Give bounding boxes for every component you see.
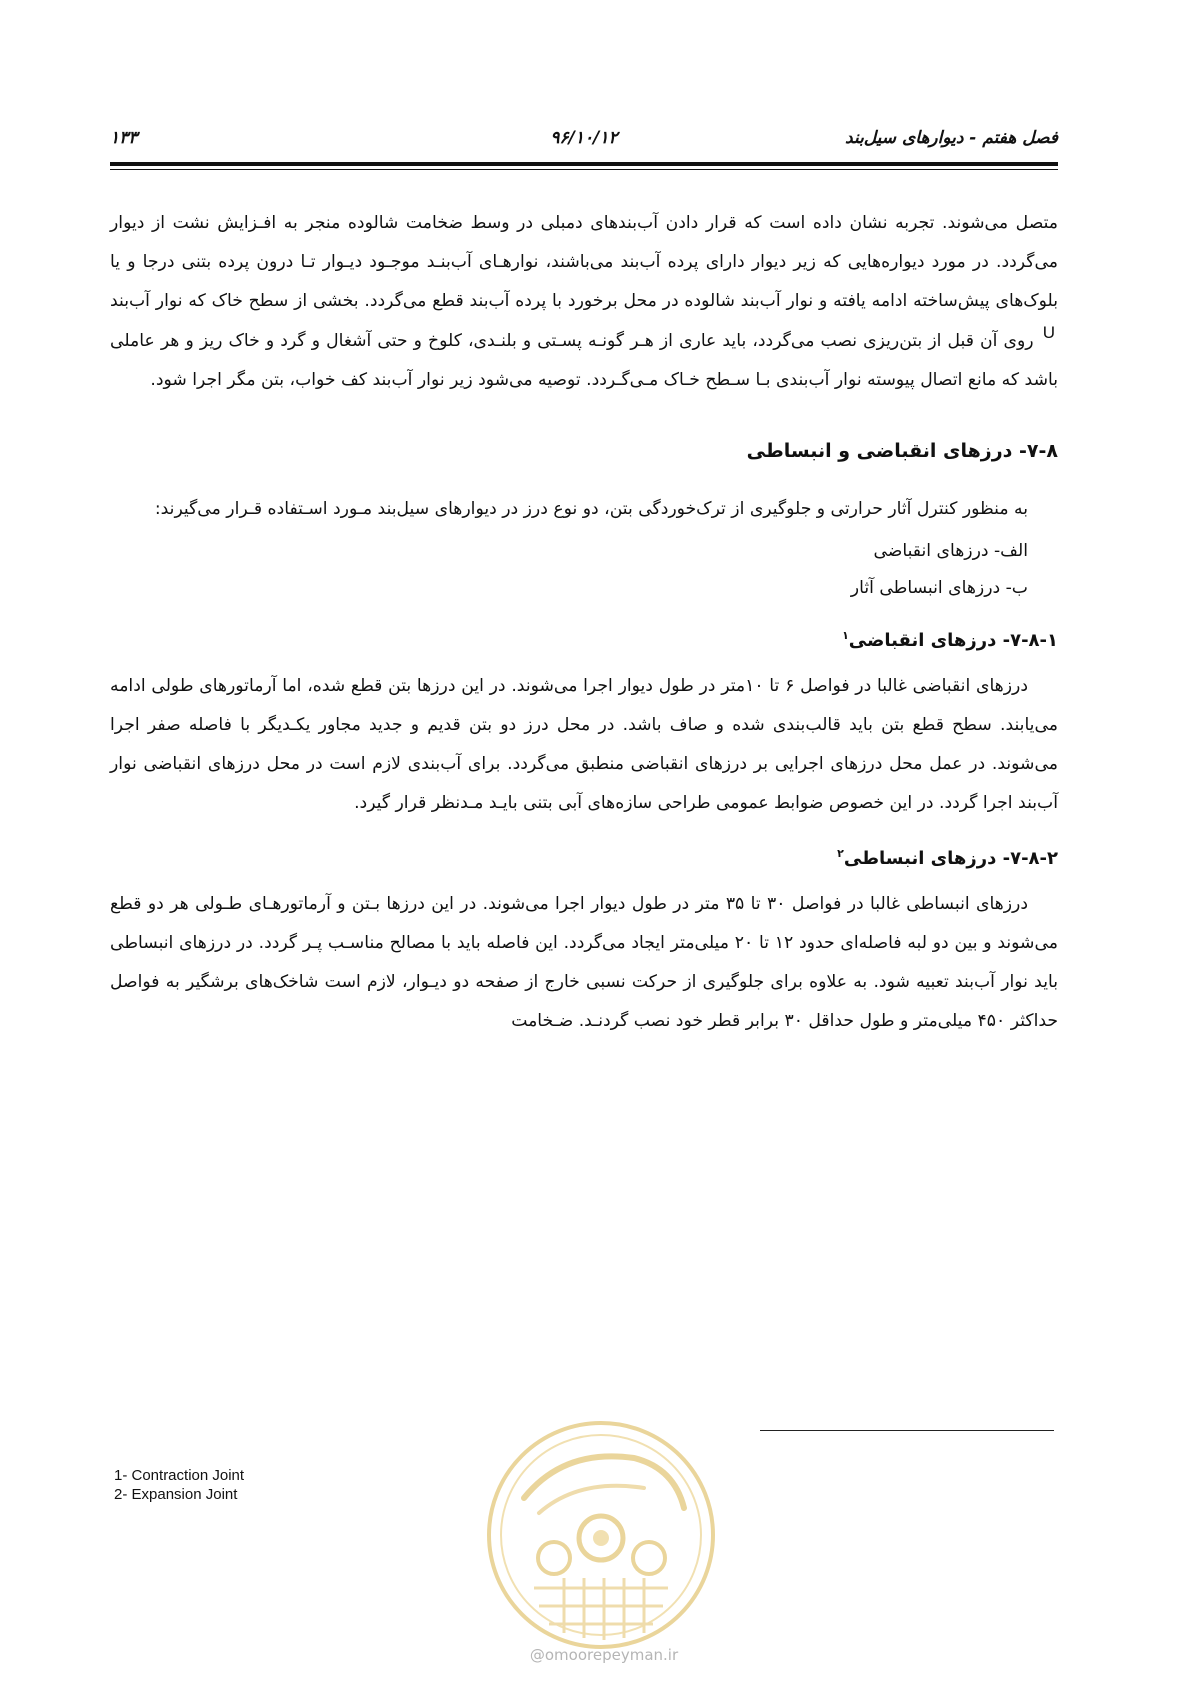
section-heading-7-8-1 bbox=[110, 629, 1058, 651]
chapter-title: فصل هفتم - دیوارهای سیل‌بند bbox=[845, 128, 1058, 148]
heading-7-8-2-text: ۷-۸-۲- درزهای انبساطی bbox=[843, 848, 1058, 869]
footnotes bbox=[114, 1466, 244, 1504]
intro-paragraph bbox=[110, 204, 1058, 400]
page-number: ۱۳۳ bbox=[110, 128, 138, 148]
section-heading-7-8-2 bbox=[110, 847, 1058, 869]
section-heading-7-8: ۷-۸- درزهای انقباضی و انبساطی bbox=[746, 440, 1058, 462]
footnote-2: 2- Expansion Joint bbox=[114, 1486, 238, 1503]
section-7-8-2-paragraph: درزهای انبساطی غالبا در فواصل ۳۰ تا ۳۵ متر در طول دیوار اجرا می‌شوند. در این درزها بـتن و آرماتورهـای طـولی هر دو قطع می‌شوند و بین دو لبه فاصله‌ای حدود ۱۲ تا ۲۰ میلی‌متر ایجاد می‌گردد. این فاصله باید با مصالح مناسـب پـر گردد. در درزهای انبساطی باید نوار آب‌بند تعبیه شود. به علاوه برای جلوگیری از حرکت نسبی خارج از صفحه دو دیـوار، لازم است شاخک‌های برشگیر به فواصل حداکثر ۴۵۰ میلی‌متر و طول حداقل ۳۰ برابر قطر خود نصب گردنـد. ضـخامت bbox=[110, 894, 1058, 1031]
footnote-ref-1: ۱ bbox=[842, 629, 849, 642]
header-rule-thin bbox=[110, 169, 1058, 170]
omoore-peyman-seal-icon bbox=[484, 1418, 718, 1652]
heading-7-8-1-text: ۷-۸-۱- درزهای انقباضی bbox=[848, 630, 1058, 651]
intro-text-part2: روی آن قبل از بتن‌ریزی نصب می‌گردد، باید عاری از هـر گونـه پسـتی و بلنـدی، کلوخ و حتی آشغال و گرد و خاک ریز و هر عاملی باشد که مانع اتصال پیوسته نوار آب‌بندی بـا سـطح خـاک مـی‌گـردد. توصیه می‌شود زیر نوار آب‌بند کف خواب، بتن مگر اجرا شود. bbox=[110, 331, 1058, 390]
page-header bbox=[110, 128, 1058, 156]
section-7-8-paragraph: به منظور کنترل آثار حرارتی و جلوگیری از ترک‌خوردگی بتن، دو نوع درز در دیوارهای سیل‌بند مـورد اسـتفاده قـرار می‌گیرند: bbox=[154, 499, 1028, 519]
footnote-1: 1- Contraction Joint bbox=[114, 1467, 245, 1484]
list-item-contraction: الف- درزهای انقباضی bbox=[873, 541, 1028, 561]
footnote-rule bbox=[760, 1430, 1054, 1431]
footnote-ref-2: ۲ bbox=[837, 847, 844, 860]
u-waterstop-mark: U bbox=[1042, 323, 1055, 342]
intro-text-part1: متصل می‌شوند. تجربه نشان داده است که قرار دادن آب‌بندهای دمبلی در وسط ضخامت شالوده منجر به افـزایش نشت از دیوار می‌گردد. در مورد دیواره‌هایی که زیر دیوار دارای پرده آب‌بند می‌باشند، نوارهـای آب‌بنـد موجـود دیـوار تـا درون پرده بتنی درجا و یا بلوک‌های پیش‌ساخته ادامه یافته و نوار آب‌بند شالوده در محل برخورد با پرده آب‌بند قطع می‌گردد. بخشی از سطح خاک که نوار آب‌بند bbox=[110, 213, 1058, 311]
header-rule-thick bbox=[110, 162, 1058, 166]
header-date: ۹۶/۱۰/۱۲ bbox=[550, 128, 618, 148]
watermark-url: @omoorepeyman.ir bbox=[529, 1646, 679, 1664]
list-item-expansion: ب- درزهای انبساطی آثار bbox=[850, 578, 1028, 598]
section-7-8-1-paragraph: درزهای انقباضی غالبا در فواصل ۶ تا ۱۰متر در طول دیوار اجرا می‌شوند. در این درزها بتن قطع شده، اما آرماتورهای طولی ادامه می‌یابند. سطح قطع بتن باید قالب‌بندی شده و صاف باشد. در محل درز دو بتن قدیم و جدید مجاور یکـدیگر با فاصله صفر اجرا می‌شوند. در عمل محل درزهای اجرایی بر درزهای انقباضی منطبق می‌گردد. برای آب‌بندی لازم است در محل درزهای انقباضی نوار آب‌بند اجرا گردد. در این خصوص ضوابط عمومی طراحی سازه‌های آبی بتنی بایـد مـدنظر قرار گیرد. bbox=[110, 676, 1058, 813]
page-content bbox=[110, 204, 1058, 1041]
